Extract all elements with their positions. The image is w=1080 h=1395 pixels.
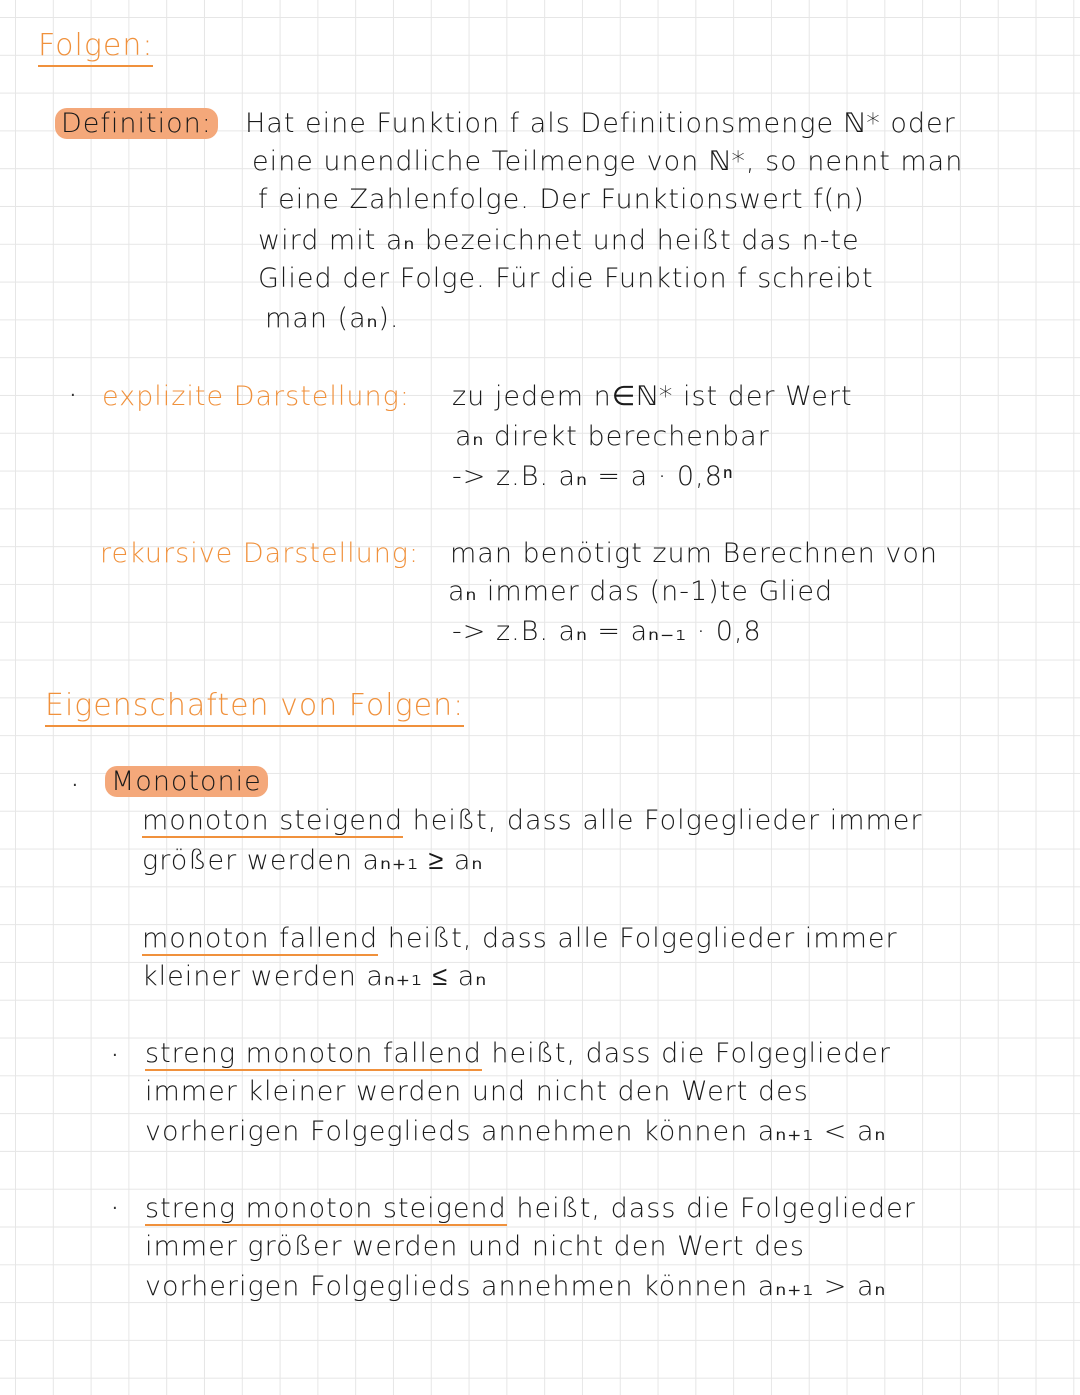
properties-title: Eigenschaften von Folgen: [45,688,464,727]
recursive-line-0: man benötigt zum Berechnen von [450,538,938,569]
bullet-dot: · [112,1045,118,1066]
definition-line-2: f eine Zahlenfolge. Der Funktionswert f(n) [258,184,865,215]
streng-steigend-line-1: streng monoton steigend heißt, dass die Folgeglieder [145,1193,916,1224]
streng-fallend-line-1: streng monoton fallend heißt, dass die Folgeglieder [145,1038,891,1069]
explicit-label: explizite Darstellung: [102,381,410,412]
bullet-dot: · [112,1198,118,1219]
monotonie-label [105,763,268,801]
definition-line-0: Hat eine Funktion f als Definitionsmenge ℕ* oder [245,108,956,139]
term-streng-monoton-steigend: streng monoton steigend [145,1193,507,1224]
monotonie-highlight: Monotonie [105,766,268,797]
explicit-line-1: aₙ direkt berechenbar [455,421,770,452]
recursive-line-1: aₙ immer das (n-1)te Glied [448,576,834,607]
term-streng-monoton-fallend: streng monoton fallend [145,1038,482,1069]
bullet-dot: · [70,385,76,406]
definition-line-1: eine unendliche Teilmenge von ℕ*, so nennt man [252,146,964,177]
explicit-line-2: -> z.B. aₙ = a · 0,8ⁿ [452,461,734,492]
definition-line-3: wird mit aₙ bezeichnet und heißt das n-te [258,225,860,256]
explicit-line-0: zu jedem n∈ℕ* ist der Wert [452,381,853,412]
streng-steigend-line-3: vorherigen Folgeglieds annehmen können aₙ₊₁ > aₙ [145,1271,887,1302]
definition-label [55,105,218,143]
streng-steigend-line-2: immer größer werden und nicht den Wert des [145,1231,805,1262]
monoton-fallend-line-2: kleiner werden aₙ₊₁ ≤ aₙ [142,961,488,992]
monoton-steigend-line-1: monoton steigend heißt, dass alle Folgeglieder immer [142,805,923,836]
page-title: Folgen: [38,28,153,67]
monoton-fallend-line-1: monoton fallend heißt, dass alle Folgeglieder immer [142,923,898,954]
definition-highlight: Definition: [55,108,218,139]
recursive-label: rekursive Darstellung: [100,538,420,569]
term-monoton-steigend: monoton steigend [142,805,404,836]
recursive-line-2: -> z.B. aₙ = aₙ₋₁ · 0,8 [452,616,762,647]
term-monoton-fallend: monoton fallend [142,923,379,954]
monoton-steigend-line-2: größer werden aₙ₊₁ ≥ aₙ [142,845,484,876]
definition-line-5: man (aₙ). [265,303,400,334]
streng-fallend-line-2: immer kleiner werden und nicht den Wert des [145,1076,809,1107]
streng-fallend-line-3: vorherigen Folgeglieds annehmen können aₙ₊₁ < aₙ [145,1116,887,1147]
definition-line-4: Glied der Folge. Für die Funktion f schreibt [258,263,874,294]
bullet-dot: · [72,775,78,796]
